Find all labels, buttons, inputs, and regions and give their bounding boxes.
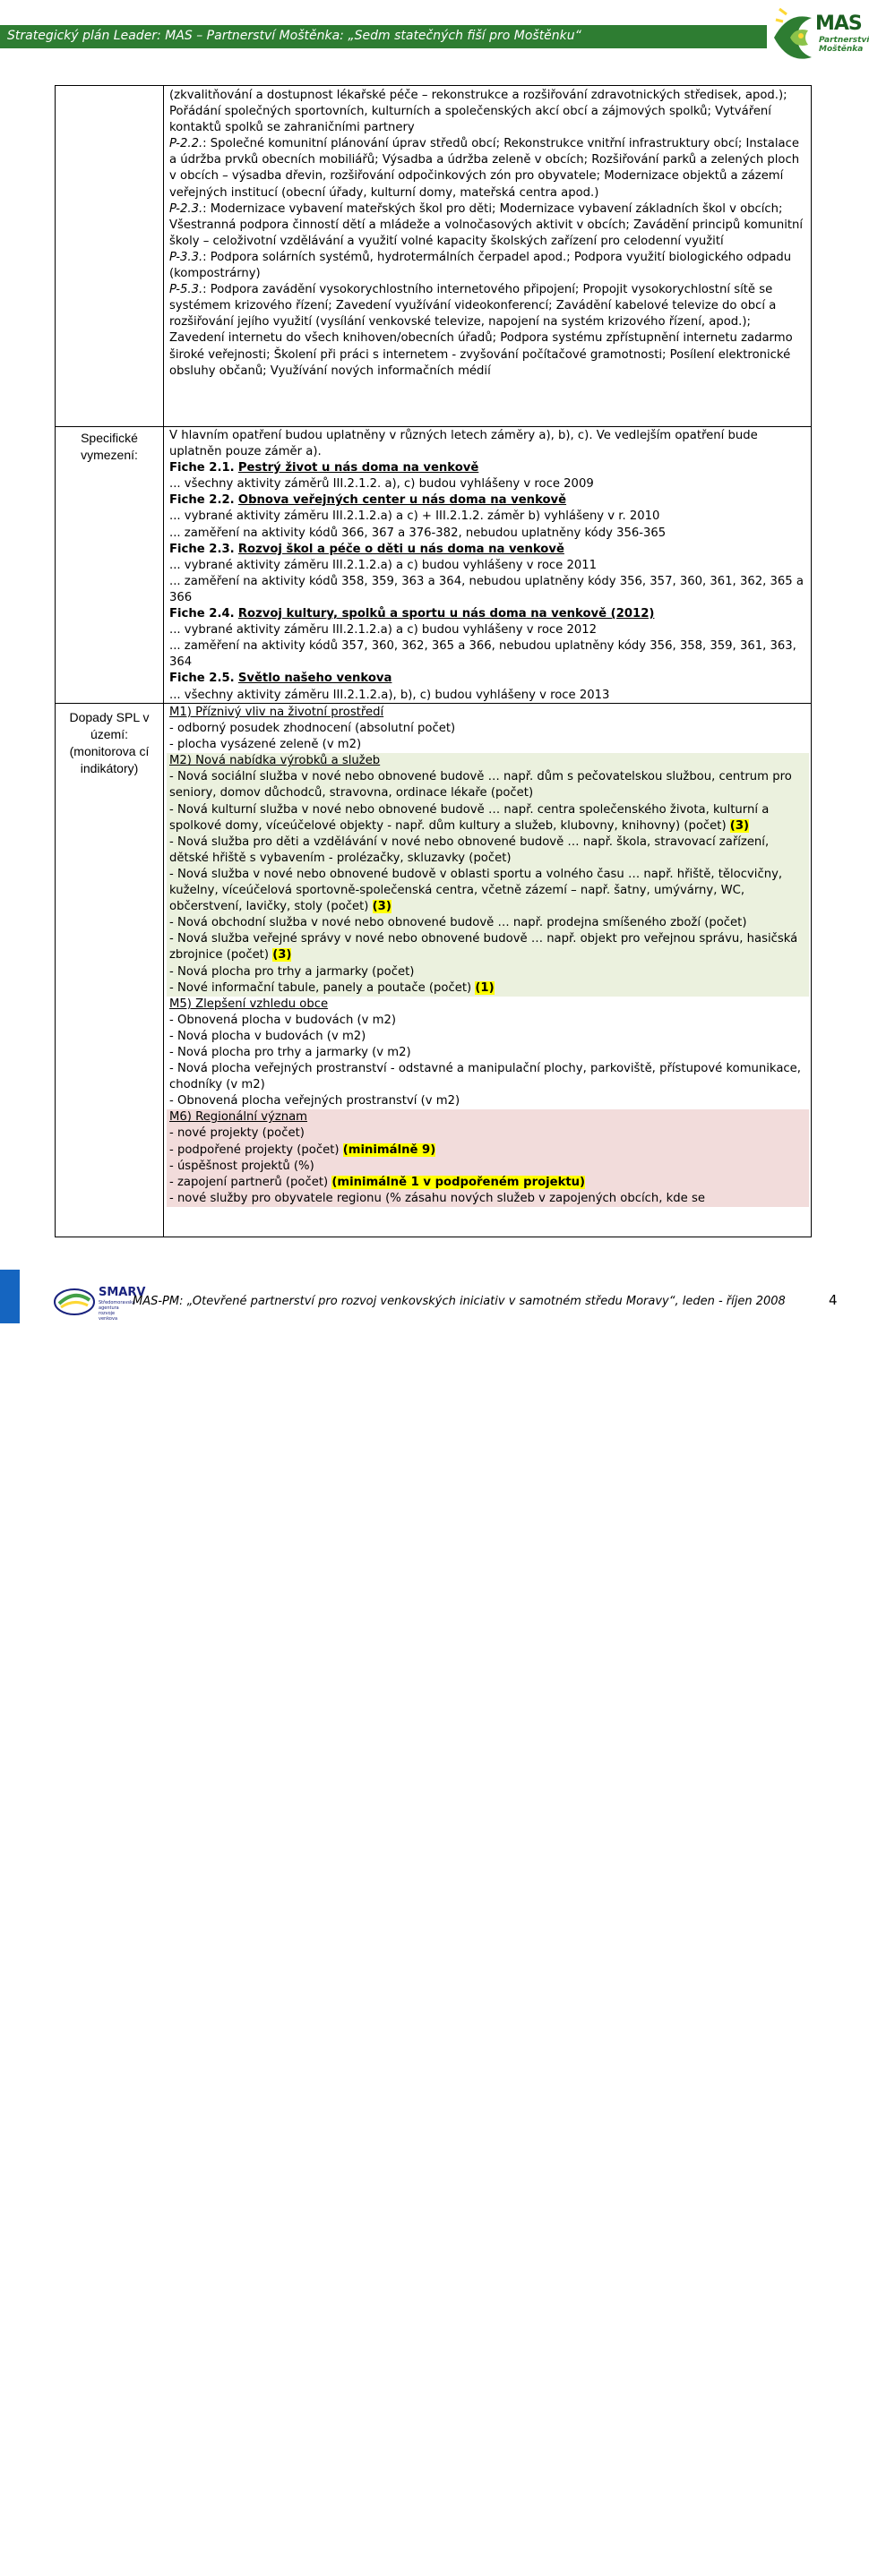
p53-paragraph — [169, 282, 809, 380]
m2-section — [167, 753, 809, 996]
fiche-2-1-title: Pestrý život u nás doma na venkově — [237, 461, 479, 475]
logo-subtitle — [819, 36, 869, 54]
fiche-2-3-line-1: ... vybrané aktivity záměru III.2.1.2.a) a c) budou vyhlášeny v roce 2011 — [169, 558, 598, 572]
fiche-2-3-line-2: ... zaměření na aktivity kódů 358, 359, 363 a 364, nebudou uplatněny kódy 356, 357, 360, 361, 362, 365 a 366 — [169, 574, 804, 604]
fiche-2-3-title: Rozvoj škol a péče o děti u nás doma na venkově — [237, 542, 564, 556]
m1-heading: M1) Příznivý vliv na životní prostředí — [169, 706, 384, 719]
m6-item-e: - nové služby pro obyvatele regionu (% zásahu nových služeb v zapojených obcích, kde se — [169, 1191, 705, 1205]
fiche-2-3-code: Fiche 2.3. — [169, 542, 235, 556]
m2-item-h — [169, 980, 809, 997]
fiche-2-1-code: Fiche 2.1. — [169, 461, 235, 475]
fiche-2-5-line: ... všechny aktivity záměru III.2.1.2.a), b), c) budou vyhlášeny v roce 2013 — [169, 688, 610, 702]
fiche-2-4-title: Rozvoj kultury, spolků a sportu u nás doma na venkově (2012) — [237, 607, 655, 621]
logo-subtitle-1: Partnerství — [819, 36, 869, 45]
fiche-2-1-line: ... všechny aktivity záměrů III.2.1.2. a), c) budou vyhlášeny v roce 2009 — [169, 477, 594, 492]
m6-item-d-highlight: (minimálně 1 v podpořeném projektu) — [331, 1175, 586, 1189]
m6-section — [167, 1109, 809, 1207]
m6-item-b-highlight: (minimálně 9) — [342, 1143, 436, 1157]
leader-logo-text: LEADER — [2, 2548, 9, 2576]
m6-item-b — [169, 1143, 809, 1159]
fiche-2-1-heading — [169, 460, 809, 476]
document-title: Strategický plán Leader: MAS – Partnerství Moštěnka: „Sedm statečných fiší pro Moštěnku“ — [7, 29, 581, 43]
m2-item-h-text: - Nové informační tabule, panely a poutače (počet) — [169, 980, 472, 995]
specific-intro: V hlavním opatření budou uplatněny v různých letech záměry a), b), c). Ve vedlejším opatření bude uplatněn pouze záměr a). — [169, 429, 758, 459]
m2-item-e: - Nová obchodní služba v nové nebo obnovené budově … např. prodejna smíšeného zboží (počet) — [169, 916, 747, 930]
p23-paragraph — [169, 201, 809, 250]
fiche-2-5-heading — [169, 671, 809, 687]
smarv-emblem-icon — [52, 1282, 97, 1318]
fiche-2-4-line-2: ... zaměření na aktivity kódů 357, 360, 362, 365 a 366, nebudou uplatněny kódy 356, 358, 359, 361, 363, 364 — [169, 639, 796, 670]
fiche-2-2-heading — [169, 492, 809, 509]
p22-paragraph — [169, 136, 809, 201]
fiche-2-4-line-1: ... vybrané aktivity záměru III.2.1.2.a) a c) budou vyhlášeny v roce 2012 — [169, 623, 598, 638]
p23-text: : Modernizace vybavení mateřských škol pro děti; Modernizace vybavení základních škol v obcích; Všestranná podpora činností dětí a mládeže a volnočasových aktivit v obcích; Zavádění principů komunitní školy – celoživotní vzdělávání a využití volné kapacity školských zařízení pro celodenní využití — [169, 201, 804, 248]
fiche-2-2-code: Fiche 2.2. — [169, 493, 235, 508]
fiche-2-4-heading — [169, 606, 809, 622]
logo-subtitle-2: Moštěnka — [819, 45, 864, 54]
header-bar — [0, 25, 767, 48]
m5-heading: M5) Zlepšení vzhledu obce — [169, 997, 329, 1011]
footer-text: MAS-PM: „Otevřené partnerství pro rozvoj venkovských iniciativ v samotném středu Moravy“, leden - říjen 2008 — [133, 1295, 786, 1308]
top-text-block — [169, 88, 809, 380]
m5-item-b: - Nová plocha v budovách (v m2) — [169, 1029, 366, 1043]
specific-block — [169, 428, 809, 704]
m6-item-d — [169, 1175, 809, 1191]
p33-text: : Podpora solárních systémů, hydrotermálních čerpadel apod.; Podpora využití biologického odpadu (kompostrárny) — [169, 250, 792, 281]
m2-heading: M2) Nová nabídka výrobků a služeb — [169, 754, 381, 768]
m2-item-d-text: - Nová služba v nové nebo obnovené budově v oblasti sportu a volného času … např. hřiště, tělocvičny, kuželny, víceúčelová sportovně-společenská centra, včetně zázemí – např. šatny, umývárny, WC, občerstvení, lavičky, stoly (počet) — [169, 867, 783, 914]
m2-item-f — [169, 931, 809, 963]
m2-item-f-highlight: (3) — [272, 948, 292, 963]
impacts-block — [169, 705, 809, 1207]
leader-logo-icon — [0, 1270, 20, 2576]
m2-item-b — [169, 802, 809, 834]
fiche-2-2-title: Obnova veřejných center u nás doma na venkově — [237, 493, 567, 508]
p33-paragraph — [169, 250, 809, 282]
text-continuation: (zkvalitňování a dostupnost lékařské péče – rekonstrukce a rozšiřování zdravotnických středisek, apod.); Pořádání společných sportovních, kulturních a společenských akcí obcí a zájmových spolků; Vytváření kontaktů spolků se zahraničními partnery — [169, 89, 787, 135]
p53-code: P-5.3. — [169, 283, 203, 297]
m1-item-b: - plocha vysázené zeleně (v m2) — [169, 738, 362, 752]
page-number: 4 — [829, 1292, 838, 1308]
m5-item-a: - Obnovená plocha v budovách (v m2) — [169, 1013, 397, 1027]
row-divider-1 — [56, 426, 811, 427]
m6-item-a: - nové projekty (počet) — [169, 1126, 305, 1141]
smarv-logo-subtitle: Středomoravská agentura rozvoje venkova — [99, 1300, 135, 1322]
fiche-2-4-code: Fiche 2.4. — [169, 607, 235, 621]
m5-item-e: - Obnovená plocha veřejných prostranství (v m2) — [169, 1094, 460, 1108]
label-specific: Specifické vymezení: — [81, 431, 138, 462]
m6-heading: M6) Regionální význam — [169, 1110, 308, 1125]
m6-item-c: - úspěšnost projektů (%) — [169, 1159, 314, 1173]
column-divider — [163, 86, 164, 1237]
label-impacts: Dopady SPL v území: (monitorova cí indikátory) — [69, 710, 150, 775]
fiche-2-2-line-1: ... vybrané aktivity záměru III.2.1.2.a) a c) + III.2.1.2. záměr b) vyhlášeny v r. 2010 — [169, 509, 660, 524]
m2-item-a: - Nová sociální služba v nové nebo obnovené budově … např. dům s pečovatelskou službou, centrum pro seniory, domov důchodců, stravovna, ordinace lékaře (počet) — [169, 770, 792, 800]
m2-item-g: - Nová plocha pro trhy a jarmarky (počet) — [169, 964, 415, 979]
m2-item-b-text: - Nová kulturní služba v nové nebo obnovené budově … např. centra společenského života, kulturní a spolkové domy, víceúčelové objekty - např. dům kultury a služeb, klubovny, knihovny) (počet) — [169, 802, 770, 833]
fiche-2-5-code: Fiche 2.5. — [169, 672, 235, 686]
smarv-logo — [52, 1282, 146, 1322]
m5-item-c: - Nová plocha pro trhy a jarmarky (v m2) — [169, 1045, 411, 1059]
p22-code: P-2.2. — [169, 137, 203, 151]
fiche-2-2-line-2: ... zaměření na aktivity kódů 366, 367 a 376-382, nebudou uplatněny kódy 356-365 — [169, 526, 667, 540]
m1-item-a: - odborný posudek zhodnocení (absolutní počet) — [169, 722, 456, 736]
fiche-2-5-title: Světlo našeho venkova — [237, 672, 392, 686]
p23-code: P-2.3. — [169, 201, 203, 216]
m2-item-d — [169, 867, 809, 915]
p53-text: : Podpora zavádění vysokorychlostního internetového připojení; Propojit vysokorychlostní sítě se systémem krizového řízení; Zavedení využívání videokonferencí; Zavádění kabelové televize do obcí a rozšiřování jejího využití (vysílání venkovské televize, napojení na systém krizového řízení, apod.); Zavedení internetu do všech knihoven/obecních úřadů; Podpora systému zpřístupnění internetu zadarmo široké veřejnosti; Školení při práci s internetem - zvyšování počítačové gramotnosti; Posílení elektronické obsluhy občanů; Využívání nových informačních médií — [169, 283, 793, 378]
m5-item-d: - Nová plocha veřejných prostranství - odstavné a manipulační plochy, parkoviště, přístupové komunikace, chodníky (v m2) — [169, 1062, 801, 1092]
m6-item-d-text: - zapojení partnerů (počet) — [169, 1175, 329, 1189]
p22-text: : Společné komunitní plánování úprav středů obcí; Rekonstrukce vnitřní infrastruktury obcí; Instalace a údržba prvků obecních mobiliářů; Výsadba a údržba zeleně v obcích; Rozšiřování parků a zelených ploch v obcích – výsadba dřevin, rozšiřování odpočinkových zón pro obyvatele; Modernizace objektů a zázemí veřejných institucí (obecní úřady, kulturní domy, mateřská centra apod.) — [169, 137, 800, 200]
m6-item-b-text: - podpořené projekty (počet) — [169, 1143, 340, 1157]
p33-code: P-3.3. — [169, 250, 203, 264]
m2-item-f-text: - Nová služba veřejné správy v nové nebo obnovené budově … např. objekt pro veřejnou správu, hasičská zbrojnice (počet) — [169, 932, 798, 963]
m2-item-b-highlight: (3) — [729, 818, 750, 833]
mas-logo — [770, 2, 869, 73]
m2-item-d-highlight: (3) — [372, 900, 391, 914]
logo-mas-text: MAS — [815, 13, 862, 35]
m2-item-h-highlight: (1) — [475, 980, 495, 995]
m2-item-c: - Nová služba pro děti a vzdělávání v nové nebo obnovené budově … např. škola, stravovací zařízení, dětské hřiště s vybavením - prolézačky, skluzavky (počet) — [169, 834, 770, 865]
fiche-2-3-heading — [169, 542, 809, 558]
smarv-logo-text: SMARV — [99, 1286, 146, 1299]
